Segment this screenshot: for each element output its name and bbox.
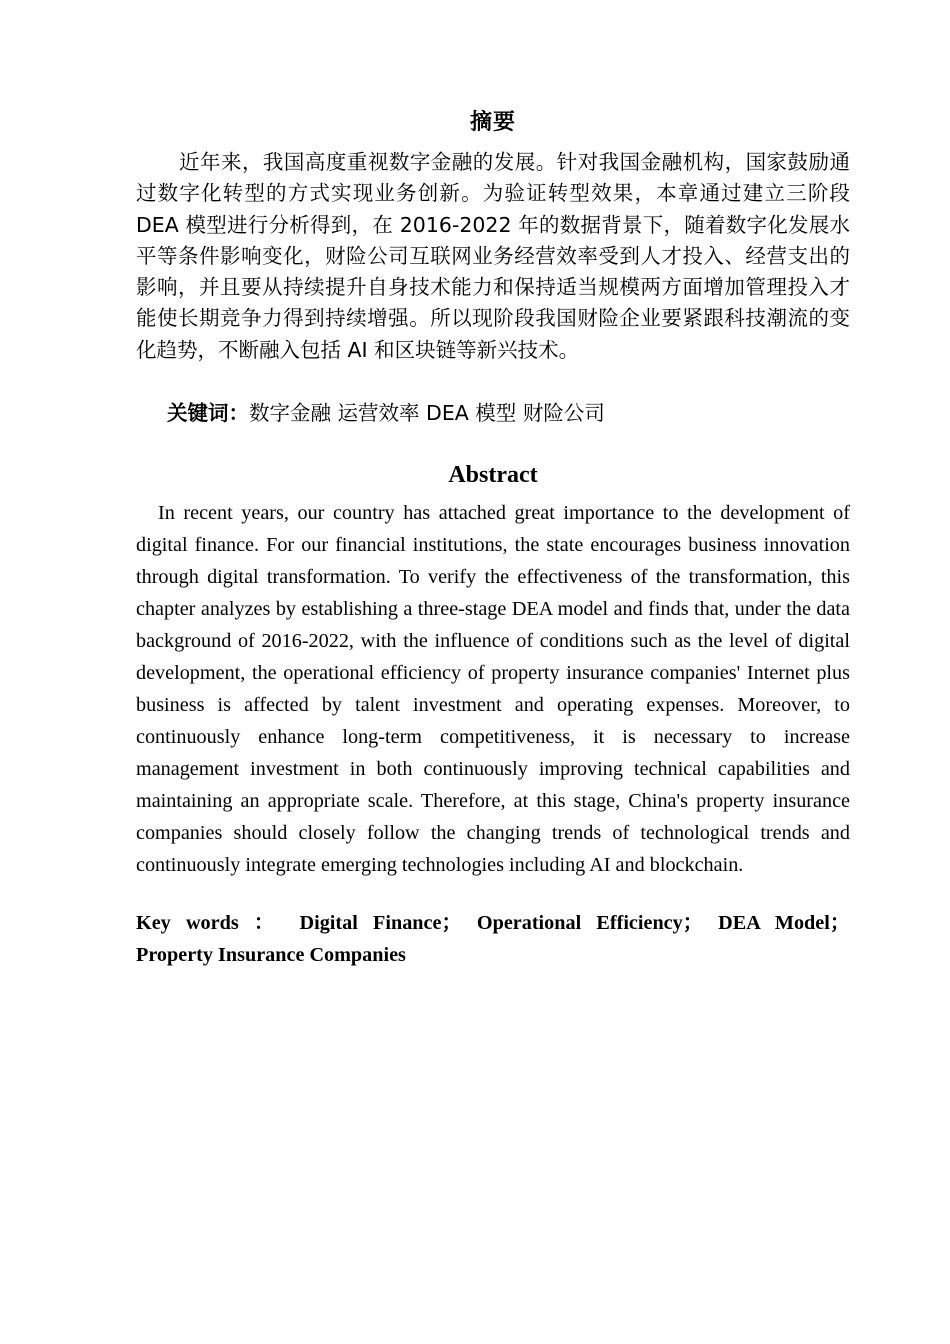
page-content-column bbox=[136, 0, 850, 971]
english-abstract-body: In recent years, our country has attached great importance to the development of digital finance. For our financial institutions, the state encourages business innovation through digital transformation. To verify the effectiveness of the transformation, this chapter analyzes by establishing a three-stage DEA model and finds that, under the data background of 2016-2022, with the influence of conditions such as the level of digital development, the operational efficiency of property insurance companies' Internet plus business is affected by talent investment and operating expenses. Moreover, to continuously enhance long-term competitiveness, it is necessary to increase management investment in both continuously improving technical capabilities and maintaining an appropriate scale. Therefore, at this stage, China's property insurance companies should closely follow the changing trends of technological trends and continuously integrate emerging technologies including AI and blockchain. bbox=[136, 502, 850, 877]
english-keyword-item-1: Operational Efficiency； bbox=[476, 912, 703, 935]
english-keywords-line bbox=[136, 881, 850, 971]
english-keywords-label: Key words ： bbox=[136, 912, 285, 935]
chinese-abstract-heading: 摘要 bbox=[469, 110, 516, 135]
english-keyword-item-3: Property Insurance Companies bbox=[136, 944, 406, 967]
english-keyword-item-0: Digital Finance； bbox=[299, 912, 462, 935]
english-keyword-item-2: DEA Model； bbox=[718, 912, 851, 935]
chinese-keywords-value: 数字金融 运营效率 DEA 模型 财险公司 bbox=[249, 401, 605, 426]
chinese-keywords-label: 关键词： bbox=[167, 401, 249, 426]
chinese-keywords-line bbox=[136, 366, 850, 429]
chinese-abstract-body: 近年来，我国高度重视数字金融的发展。针对我国金融机构，国家鼓励通过数字化转型的方式实现业务创新。为验证转型效果，本章通过建立三阶段 DEA 模型进行分析得到，在 2016-2022 年的数据背景下，随着数字化发展水平等条件影响变化，财险公司互联网业务经营效率受到人才投入、经营支出的影响，并且要从持续提升自身技术能力和保持适当规模两方面增加管理投入才能使长期竞争力得到持续增强。所以现阶段我国财险企业要紧跟科技潮流的变化趋势，不断融入包括 AI 和区块链等新兴技术。 bbox=[136, 150, 850, 362]
english-abstract-heading: Abstract bbox=[448, 462, 538, 489]
